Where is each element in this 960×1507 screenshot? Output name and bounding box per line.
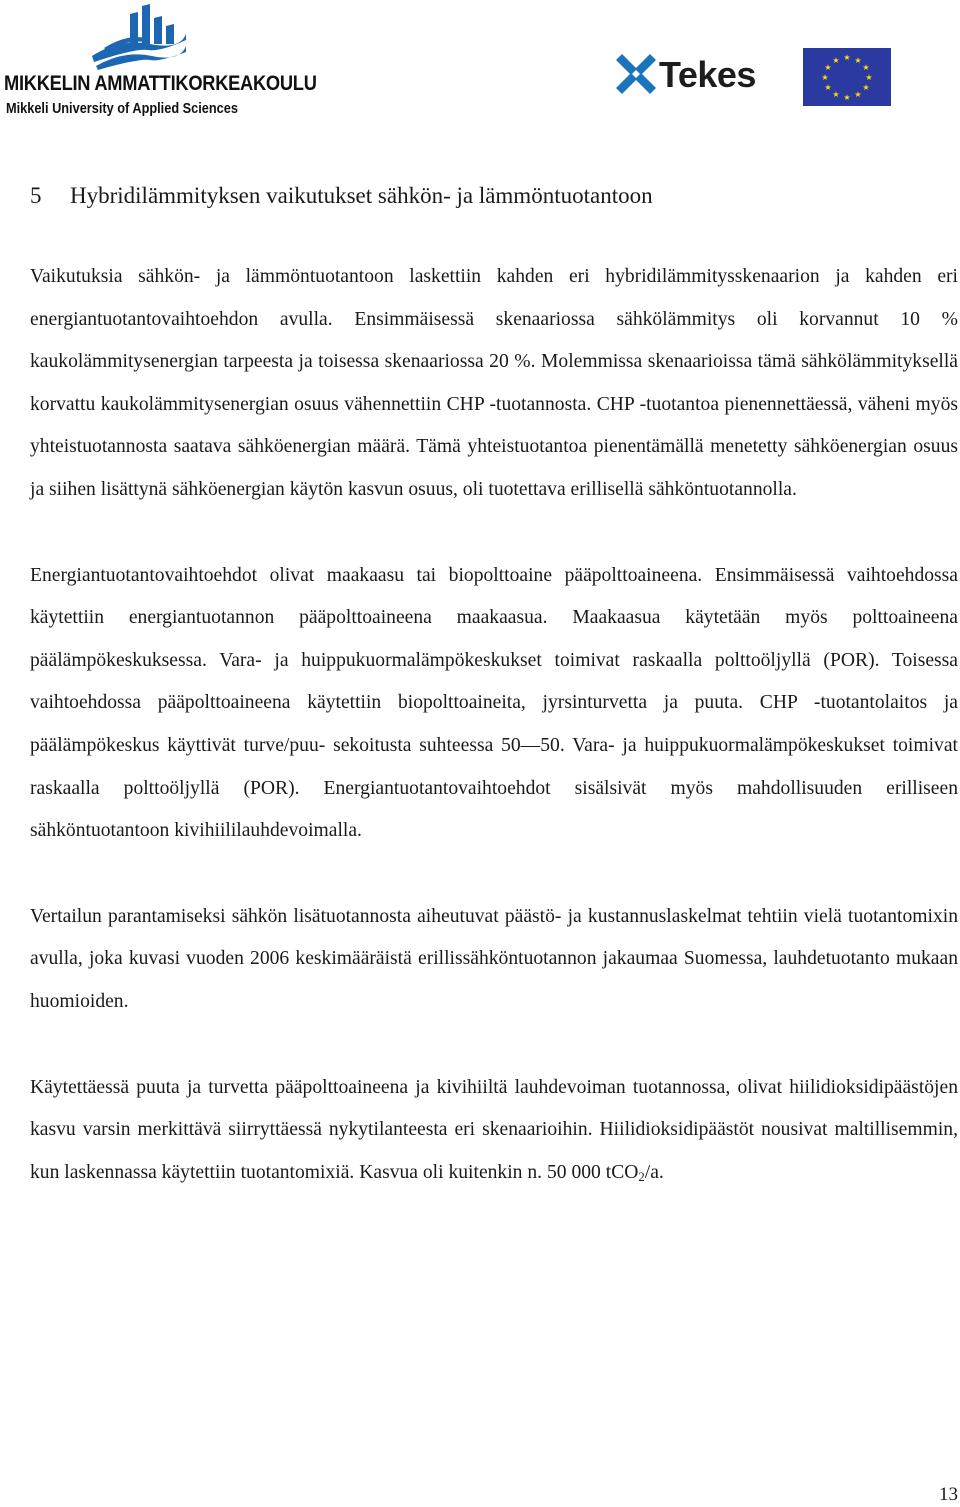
paragraph: Vertailun parantamiseksi sähkön lisätuotannosta aiheutuvat päästö- ja kustannuslaskelmat tehtiin vielä tuotantomixin avulla, joka kuvasi vuoden 2006 keskimääräistä erillissähköntuotannon jakaumaa Suomessa, lauhdetuotanto mukaan huomioiden. xyxy=(30,905,958,1012)
page-header xyxy=(0,0,960,130)
svg-text:★: ★ xyxy=(832,56,840,65)
paragraph: Vaikutuksia sähkön- ja lämmöntuotantoon laskettiin kahden eri hybridilämmitysskenaarion ja kahden eri energiantuotantovaihtoehdon avulla. Ensimmäisessä skenaariossa sähkölämmitys oli korvannut 10 % kaukolämmitysenergian tarpeesta ja toisessa skenaariossa 20 %. Molemmissa skenaarioissa tämä sähkölämmityksellä korvattu kaukolämmitysenergian osuus vähennettiin CHP -tuotannosta. CHP -tuotantoa pienennettäessä, väheni myös yhteistuotannosta saatava sähköenergian määrä. Tämä yhteistuotantoa pienentämällä menetetty sähköenergian osuus ja siihen lisättynä sähköenergian käytön kasvun osuus, oli tuotettava erillisellä sähköntuotannolla. xyxy=(30,266,958,500)
eu-flag-icon xyxy=(803,48,891,106)
svg-text:★: ★ xyxy=(854,56,862,65)
institution-subtitle: Mikkeli University of Applied Sciences xyxy=(6,100,238,117)
paragraph-text: Käytettäessä puuta ja turvetta pääpolttoaineena ja kivihiiltä lauhdevoiman tuotannossa, olivat hiilidioksidipäästöjen kasvu varsin merkittävä siirryttäessä nykytilanteesta eri skenaarioihin. Hiilidioksidipäästöt nousivat maltillisemmin, kun laskennassa käytettiin tuotantomixiä. Kasvua oli kuitenkin n. 50 000 tCO xyxy=(30,1076,958,1183)
document-body xyxy=(30,176,958,1194)
section-number: 5 xyxy=(30,183,42,208)
section-heading xyxy=(30,176,958,216)
svg-text:★: ★ xyxy=(854,90,862,99)
tekes-logo xyxy=(612,52,787,98)
svg-text:★: ★ xyxy=(824,83,832,92)
paragraph: Energiantuotantovaihtoehdot olivat maakaasu tai biopolttoaine pääpolttoaineena. Ensimmäisessä vaihtoehdossa käytettiin energiantuotannon pääpolttoaineena maakaasua. Maakaasua käytetään myös polttoaineena päälämpökeskuksessa. Vara- ja huippukuormalämpökeskukset toimivat raskaalla polttoöljyllä (POR). Toisessa vaihtoehdossa pääpolttoaineena käytettiin biopolttoaineita, jyrsinturvetta ja puuta. CHP -tuotantolaitos ja päälämpökeskus käyttivät turve/puu- sekoitusta suhteessa 50—50. Vara- ja huippukuormalämpökeskukset toimivat raskaalla polttoöljyllä (POR). Energiantuotantovaihtoehdot sisälsivät myös mahdollisuuden erilliseen sähköntuotantoon kivihiililauhdevoimalla. xyxy=(30,564,958,842)
section-title: Hybridilämmityksen vaikutukset sähkön- ja lämmöntuotantoon xyxy=(70,183,653,208)
svg-text:★: ★ xyxy=(865,73,873,82)
funder-name: Tekes xyxy=(659,54,756,95)
svg-text:★: ★ xyxy=(843,93,851,102)
svg-text:★: ★ xyxy=(862,83,870,92)
institution-name: MIKKELIN AMMATTIKORKEAKOULU xyxy=(4,72,317,95)
mamk-logo xyxy=(4,4,317,122)
tekes-mark-icon xyxy=(612,52,660,98)
svg-text:★: ★ xyxy=(824,63,832,72)
svg-text:★: ★ xyxy=(832,90,840,99)
paragraph-suffix: /a. xyxy=(644,1161,664,1183)
svg-text:★: ★ xyxy=(843,53,851,62)
svg-text:★: ★ xyxy=(862,63,870,72)
subscript: 2 xyxy=(638,1169,645,1184)
mamk-emblem-icon xyxy=(90,4,186,70)
page-number: 13 xyxy=(939,1484,958,1505)
svg-text:★: ★ xyxy=(821,73,829,82)
paragraph-last xyxy=(30,1067,958,1195)
